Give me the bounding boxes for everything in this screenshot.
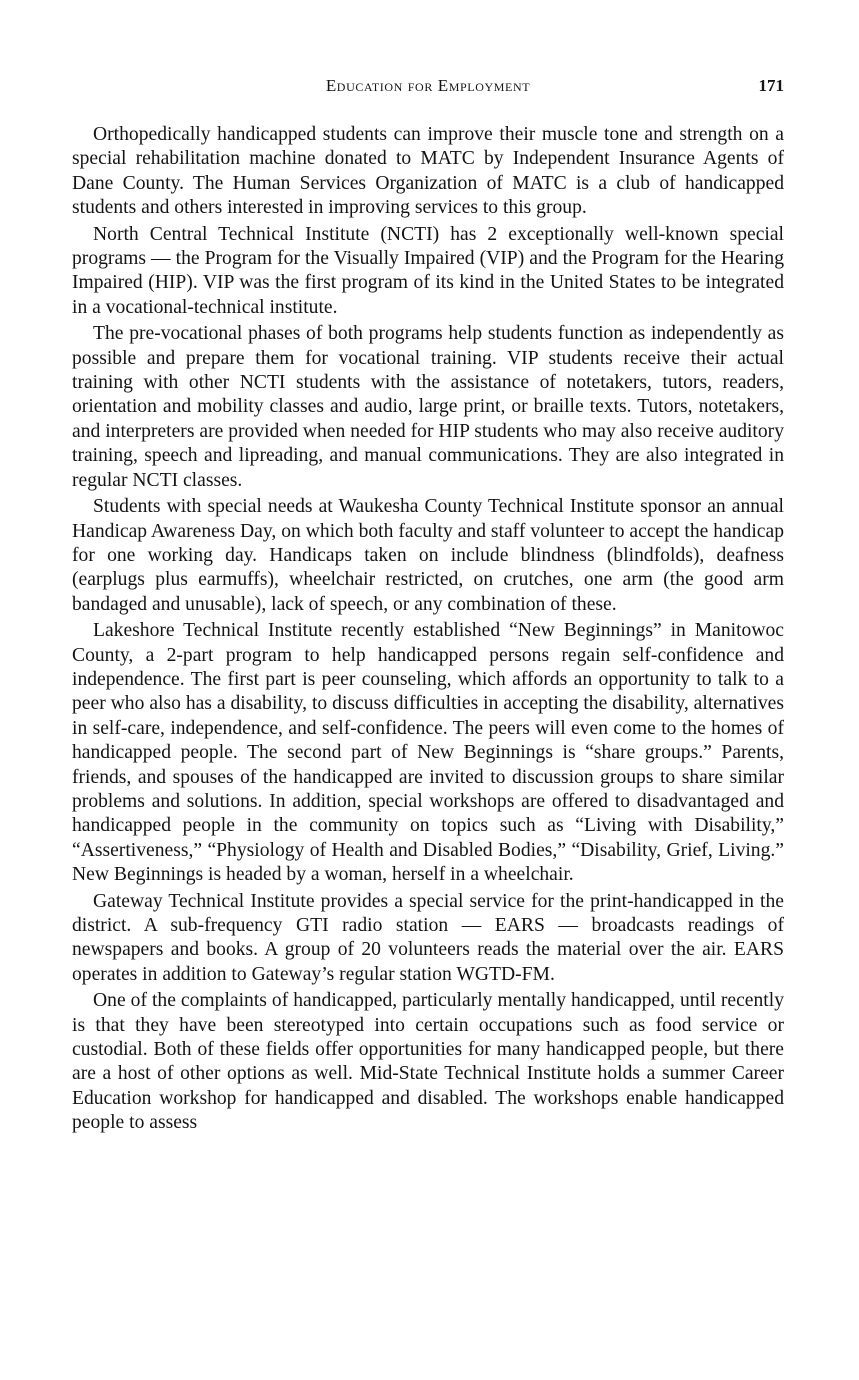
paragraph-mid-state-workshop: One of the complaints of handicapped, particularly mentally handicapped, until recently is that they have been stereotyped into certain occupations such as food service or custodial. Both of these fields offer opportunities for many handicapped people, but there are a host of other options as well. Mid-State Technical Institute holds a summer Career Education workshop for handicapped and disabled. The workshops enable handicapped people to assess (72, 990, 784, 1134)
paragraph-pre-vocational: The pre-vocational phases of both programs help students function as independently as possible and prepare them for vocational training. VIP students receive their actual training with other NCTI students with the assistance of notetakers, tutors, readers, orientation and mobility classes and audio, large print, or braille texts. Tutors, notetakers, and interpreters are provided when needed for HIP students who may also receive auditory training, speech and lipreading, and manual communications. They are also integrated in regular NCTI classes. (72, 323, 784, 491)
paragraph-matc-rehabilitation: Orthopedically handicapped students can improve their muscle tone and strength on a special rehabilitation machine donated to MATC by Independent Insurance Agents of Dane County. The Human Services Organization of MATC is a club of handicapped students and others interested in improving services to this group. (72, 124, 784, 219)
running-title: Education for Employment (325, 76, 531, 95)
page-number: 171 (758, 76, 784, 95)
paragraph-waukesha-awareness-day: Students with special needs at Waukesha County Technical Institute sponsor an annual Handicap Awareness Day, on which both faculty and staff volunteer to accept the handicap for one working day. Handicaps taken on include blindness (blindfolds), deafness (earplugs plus earmuffs), wheelchair restricted, on crutches, one arm (the good arm bandaged and unusable), lack of speech, or any combination of these. (72, 496, 784, 615)
body-text (72, 123, 784, 1138)
paragraph-ncti-programs: North Central Technical Institute (NCTI) has 2 exceptionally well-known special programs — the Program for the Visually Impaired (VIP) and the Program for the Hearing Impaired (HIP). VIP was the first program of its kind in the United States to be integrated in a vocational-technical institute. (72, 223, 784, 318)
running-head (72, 76, 784, 106)
paragraph-lakeshore-new-beginnings: Lakeshore Technical Institute recently established “New Beginnings” in Manitowoc County, a 2-part program to help handicapped persons regain self-confidence and independence. The first part is peer counseling, which affords an opportunity to talk to a peer who also has a disability, to discuss difficulties in accepting the disability, alternatives in self-care, independence, and self-confidence. The peers will even come to the homes of handicapped people. The second part of New Beginnings is “share groups.” Parents, friends, and spouses of the handicapped are invited to discussion groups to share similar problems and solutions. In addition, special workshops are offered to disadvantaged and handicapped people in the community on topics such as “Living with Disability,” “Assertiveness,” “Physiology of Health and Disabled Bodies,” “Disability, Grief, Living.” New Beginnings is headed by a woman, herself in a wheelchair. (72, 620, 784, 886)
paragraph-gateway-ears: Gateway Technical Institute provides a special service for the print-handicapped in the district. A sub-frequency GTI radio station — EARS — broadcasts readings of newspapers and books. A group of 20 volunteers reads the material over the air. EARS operates in addition to Gateway’s regular station WGTD-FM. (72, 890, 784, 985)
